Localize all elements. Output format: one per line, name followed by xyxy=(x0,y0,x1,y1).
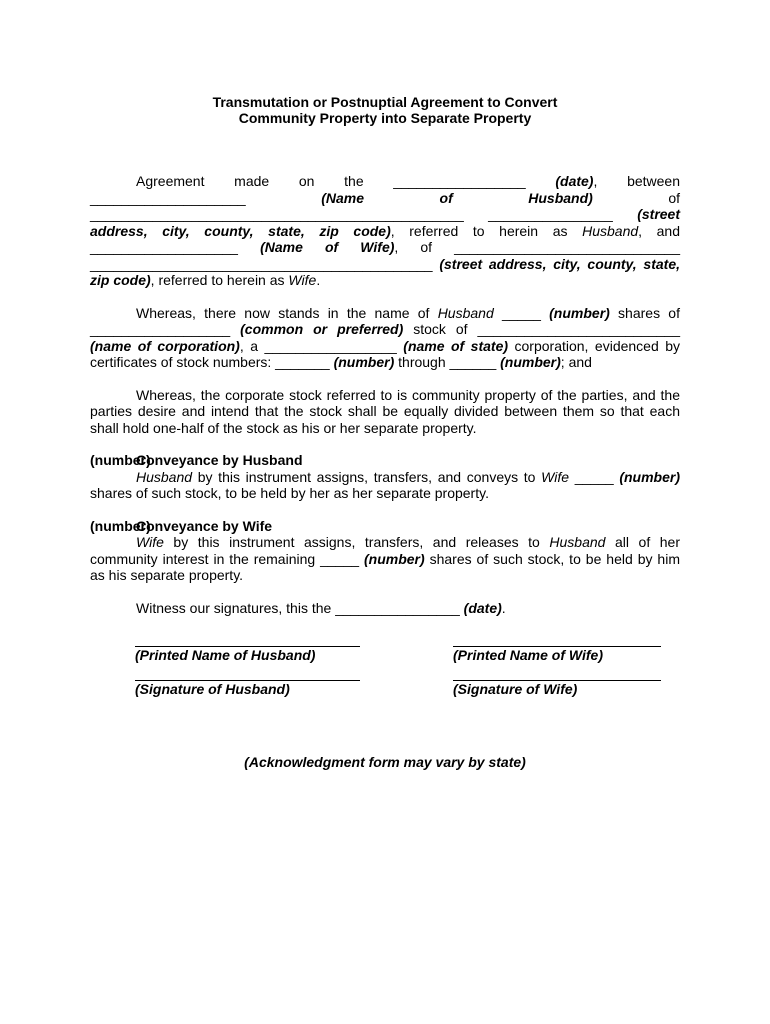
text: _____ xyxy=(493,304,550,321)
text: shares of such stock, to be held by him as his separate property. xyxy=(90,550,680,583)
wife-signature-column xyxy=(453,630,661,698)
husband-term: Husband xyxy=(582,222,639,239)
text: , referred to herein as xyxy=(150,272,289,288)
husband-term: Husband xyxy=(437,304,494,321)
text: by this instrument assigns, transfers, and releases to xyxy=(163,534,550,550)
number-placeholder: (number) xyxy=(333,354,395,370)
acknowledgment-note: (Acknowledgment form may vary by state) xyxy=(244,754,526,770)
section-text xyxy=(90,534,680,584)
signature-line xyxy=(135,630,360,647)
agreement-paragraph xyxy=(90,173,680,289)
text: , between ____________________ xyxy=(90,173,680,206)
community-property-paragraph: Whereas, the corporate stock referred to is community property of the parties, and the parties desire and intend that the stock shall be equally divided between them so that each shall hold one-half of the stock as his or her separate property. xyxy=(90,386,680,436)
wife-term: Wife xyxy=(541,468,570,485)
husband-name-placeholder: (Name of Husband) xyxy=(321,189,593,206)
husband-term: Husband xyxy=(136,468,193,485)
number-placeholder: (number) xyxy=(549,304,610,321)
text: , a _________________ xyxy=(239,337,404,354)
text: of ________________________________________________ ________________ xyxy=(90,189,680,222)
wife-name-placeholder: (Name of Wife) xyxy=(260,239,395,255)
document-body xyxy=(90,173,680,632)
wife-address-placeholder: (street address, city, county, state, zip code) xyxy=(90,255,681,288)
signature-wife-label: (Signature of Wife) xyxy=(453,681,578,697)
date-placeholder: (date) xyxy=(463,599,502,616)
section-conveyance-by-wife xyxy=(90,518,680,584)
signature-line xyxy=(453,664,661,681)
text: . xyxy=(501,599,506,616)
date-placeholder: (date) xyxy=(555,173,594,189)
text: all of her community interest in the remaining _____ xyxy=(90,534,680,567)
text: , of _____________________________ ____________________________________________ xyxy=(90,239,680,272)
text: shares of __________________ xyxy=(90,304,680,337)
section-number: (number) xyxy=(90,452,151,468)
printed-name-wife-label: (Printed Name of Wife) xyxy=(453,647,603,663)
section-text xyxy=(90,469,680,502)
text: Whereas, there now stands in the name of xyxy=(136,304,438,321)
section-title: Conveyance by Husband xyxy=(136,452,303,468)
stock-type-placeholder: (common or preferred) xyxy=(240,321,404,337)
text: Agreement made on the _________________ xyxy=(136,173,556,189)
text: , and ___________________ xyxy=(90,222,680,255)
title-line-1: Transmutation or Postnuptial Agreement to Convert xyxy=(212,94,558,110)
wife-term: Wife xyxy=(288,272,317,288)
text: by this instrument assigns, transfers, and conveys to xyxy=(192,468,542,485)
text: shares of such stock, to be held by her as her separate property. xyxy=(90,485,489,501)
title-line-2: Community Property into Separate Property xyxy=(238,110,532,126)
number-placeholder: (number) xyxy=(363,550,425,567)
state-placeholder: (name of state) xyxy=(403,337,509,354)
corporation-placeholder: (name of corporation) xyxy=(90,337,240,354)
husband-signature-column xyxy=(135,630,360,698)
document-title xyxy=(0,94,770,126)
section-title: Conveyance by Wife xyxy=(136,517,273,534)
section-heading xyxy=(90,452,680,469)
text: stock of __________________________ xyxy=(403,321,680,337)
text: ; and xyxy=(560,354,592,370)
signature-husband-label: (Signature of Husband) xyxy=(135,681,290,697)
text: _____ xyxy=(569,468,620,485)
wife-term: Wife xyxy=(136,534,164,550)
section-conveyance-by-husband xyxy=(90,452,680,502)
stock-paragraph xyxy=(90,305,680,371)
text: . xyxy=(316,272,321,288)
text: , referred to herein as xyxy=(390,222,583,239)
signature-line xyxy=(453,630,661,647)
text: through ______ xyxy=(394,354,501,370)
printed-name-husband-label: (Printed Name of Husband) xyxy=(135,647,316,663)
text: Witness our signatures, this the ________________ xyxy=(136,599,464,616)
witness-paragraph xyxy=(90,600,680,617)
husband-term: Husband xyxy=(549,534,606,550)
husband-address-placeholder: (street address, city, county, state, zip code) xyxy=(90,206,680,239)
number-placeholder: (number) xyxy=(619,468,680,485)
signature-line xyxy=(135,664,360,681)
section-heading xyxy=(90,518,680,535)
text: corporation, evidenced by certificates of stock numbers: _______ xyxy=(90,337,681,370)
number-placeholder: (number) xyxy=(500,354,561,370)
section-number: (number) xyxy=(90,517,151,534)
